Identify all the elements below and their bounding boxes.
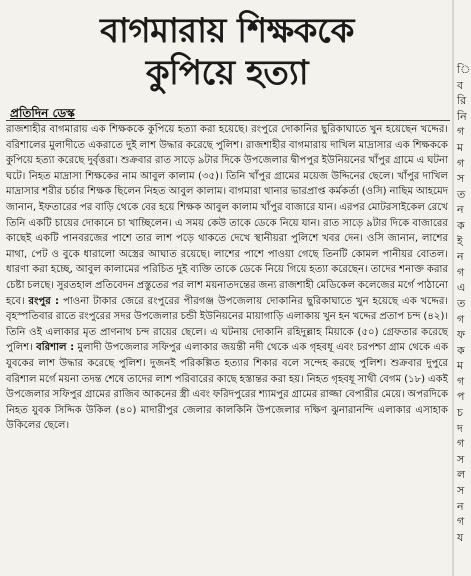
body-part-rangpur: পাওনা টাকার জেরে রংপুরের পীরগঞ্জ উপজেলায় দোকানির ছুরিকাঘাতে খুন হয়েছে এক খদ্দের। বৃহস্পতিবার রাতে রংপুরের সদর উপজেলার চন্ডী ইউনিয়নের মায়াগাড়ি এলাকায় খুন হন খদ্দের প্রতাপ চন্দ (৪২)। তিনি ওই এলাকার মৃত প্রাণনাথ চন্দ রায়ের ছেলে। এ ঘটনায় দোকানি রহিদুল্লাহ মিয়াকে (৫০) গ্রেফতার করেছে পুলিশ। [6,295,448,354]
adjacent-page-glyph: ই [457,234,463,248]
adjacent-page-glyph: দ [457,421,463,435]
adjacent-page-glyph: স [457,452,465,466]
adjacent-page-glyph: ক [457,343,465,357]
adjacent-page-glyph: ত [457,187,466,201]
dateline-barishal: বরিশাল : [36,342,75,354]
adjacent-page-glyph: গ [457,156,465,170]
adjacent-page-glyph: রি [457,94,467,108]
adjacent-page-glyph: ক [457,218,465,232]
article-paragraph [6,122,448,434]
adjacent-page-glyph: গ [457,125,465,139]
byline: প্রতিদিন ডেস্ক [10,106,75,120]
page-gutter [452,0,454,576]
body-part-barishal: মুলাদী উপজেলার সফিপুর এলাকার জয়ন্তী নদী থেকে এক গৃহবধূ এবং চরপশ্চা গ্রাম থেকে এক যুবকের লাশ উদ্ধার করেছে পুলিশ। দুজনই পরিকল্পিত হত্যার শিকার বলে সন্দেহ করছে পুলিশ। শুক্রবার দুপুরে বরিশাল মর্গে ময়না তদন্ত শেষে তাদের লাশ পরিবারের কাছে হস্তান্তর করা হয়। নিহত গৃহবধূ সাথী বেগম (১৮) একই উপজেলার সফিপুর গ্রামের রাজিব আকনের স্ত্রী এবং ফরিদপুরের শ্যামপুর গ্রামের রাজ্জা বেপারীর মেয়ে। অপরদিকে নিহত যুবক সিদ্দিক উকিল (৪০) মাদারীপুর জেলার কালকিনি উপজেলার দক্ষিণ ঝুনারানন্দি এলাকার এসাহাক উকিলের ছেলে। [6,342,448,432]
adjacent-page-glyph: প [457,390,465,404]
adjacent-page-glyph: ত [457,296,466,310]
byline-row [10,102,450,120]
adjacent-page-glyph: ফ [457,328,466,342]
adjacent-page-glyph: চ [457,406,463,420]
headline-line-2: কুপিয়ে হত্যা [145,53,309,93]
body-part-rajshahi: রাজশাহীর বাগমারায় এক শিক্ষককে কুপিয়ে হত্যা করা হয়েছে। রংপুরে দোকানির ছুরিকাঘাতে খুন হয়েছেন খদ্দের। বরিশালের মুলাদীতে একরাতে দুই লাশ উদ্ধার করেছে পুলিশ। রাজশাহীর বাগমারায় দাখিল মাদ্রাসার এক শিক্ষককে কুপিয়ে হত্যা করেছে দুর্বৃত্তরা। শুক্রবার রাত সাড়ে ৯টার দিকে উপজেলার দ্বীপপুর ইউনিয়নের খাঁপুর গ্রামে এ ঘটনা ঘটে। নিহত মাদ্রাসা শিক্ষকের নাম আবুল কালাম (৩৫)। তিনি খাঁপুর গ্রামের ময়েজ উদ্দিনের ছেলে। খাঁপুর দাখিল মাদ্রাসার শরীর চর্চার শিক্ষক ছিলেন নিহত আবুল কালাম। বাগমারা থানার ভারপ্রাপ্ত কর্মকর্তা (ওসি) নাছিম আহমেদ জানান, ইফতারের পর বাড়ি থেকে বের হয়ে শিক্ষক আবুল কালাম খাঁপুর বাজারে যান। এরপর মোটরসাইকেল রেখে তিনি একটি চায়ের দোকানে চা খাচ্ছিলেন। এ সময় কেউ তাকে ডেকে নিয়ে যান। রাত সাড়ে ৯টার দিকে বাজারের কাছেই একটি পানবরজের পাশে তার লাশ পড়ে থাকতে দেখে স্থানীয়রা পুলিশে খবর দেন। ওসি জানান, লাশের মাথা, পেট ও বুকে ধারালো অস্ত্রের আঘাত রয়েছে। লাশের পাশে পাওয়া গেছে তিনটি কোমল পানীয়র বোতল। ধারণা করা হচ্ছে, আবুল কালামের পরিচিত দুই ব্যক্তি তাকে ডেকে নিয়ে গিয়ে হত্যা করেছেন। তাদের শনাক্ত করার চেষ্টা চলছে। সুরতহাল প্রতিবেদন প্রস্তুতের পর লাশ ময়নাতদন্তের জন্য রাজশাহী মেডিকেল কলেজের মর্গে পাঠানো হবে। [6,124,448,307]
adjacent-page-glyph: য [457,530,464,544]
byline-divider [6,120,450,121]
headline [82,10,372,98]
adjacent-page-edge [455,0,471,576]
adjacent-page-text [457,62,471,545]
adjacent-page-glyph: ব [457,78,464,92]
adjacent-page-glyph: গ [457,265,465,279]
adjacent-page-glyph: ন [457,250,464,264]
adjacent-page-glyph: ল [457,468,466,482]
adjacent-page-glyph: নি [457,109,467,123]
adjacent-page-glyph: ন [457,203,464,217]
headline-line-1: বাগমারায় শিক্ষককে [100,11,354,51]
adjacent-page-glyph: স [457,172,465,186]
dateline-rangpur: রংপুর : [28,295,60,307]
adjacent-page-glyph: ন [457,499,464,513]
adjacent-page-glyph: গ [457,312,465,326]
adjacent-page-glyph: ম [457,140,464,154]
adjacent-page-glyph: গ [457,515,465,529]
article-body [6,122,448,568]
adjacent-page-glyph: স [457,484,465,498]
adjacent-page-glyph: গ [457,437,465,451]
adjacent-page-glyph: এ [457,281,466,295]
adjacent-page-glyph: ম [457,359,464,373]
adjacent-page-glyph: ি [457,63,471,76]
adjacent-page-glyph: গ [457,374,465,388]
